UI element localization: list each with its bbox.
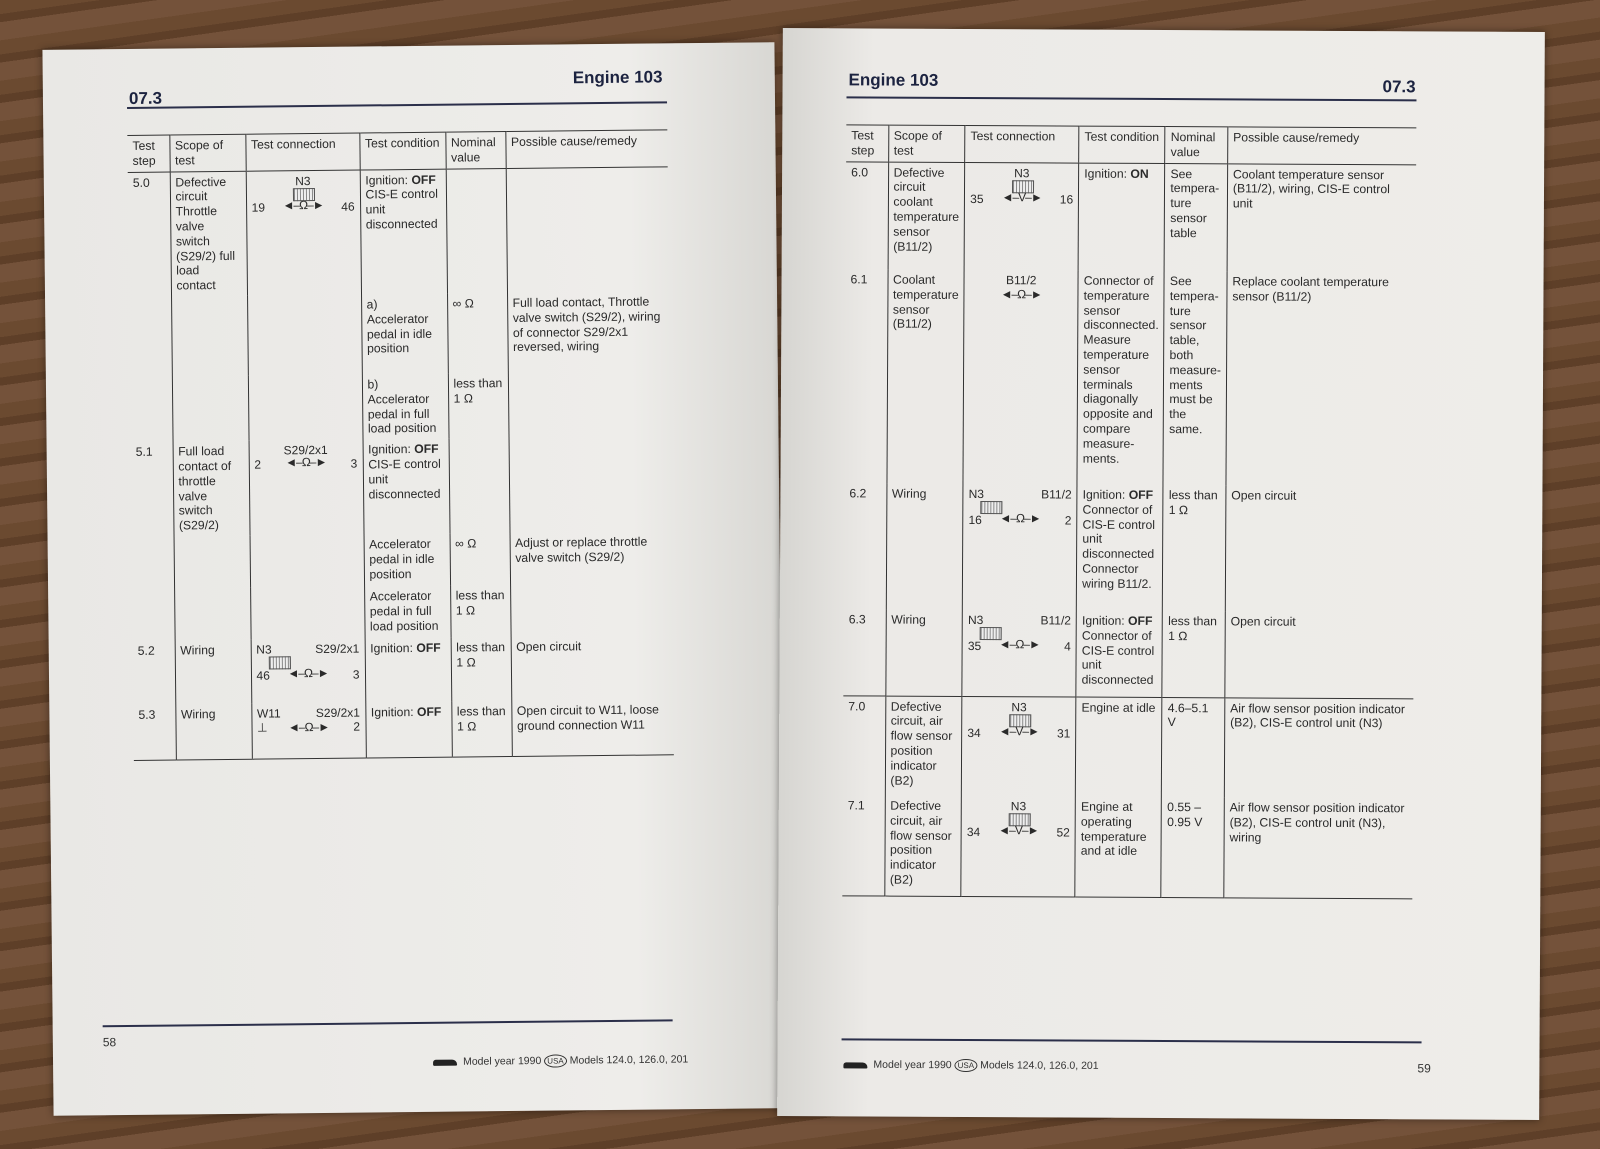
nominal-value: 0.55 – 0.95 V	[1161, 797, 1224, 897]
table-row	[132, 531, 673, 589]
ignition-state: OFF	[414, 441, 439, 457]
connector-label: N3	[295, 173, 311, 188]
ignition-label: Ignition:	[1084, 166, 1128, 181]
table-row	[130, 371, 671, 442]
test-condition: a) Accelerator pedal in idle position	[361, 294, 448, 375]
header-rule	[846, 96, 1416, 101]
possible-cause: Open circuit	[1225, 611, 1414, 698]
pin-number: 16	[1059, 192, 1074, 207]
test-condition: Accelerator pedal in full load position	[364, 586, 451, 639]
pin-number: 3	[350, 456, 358, 471]
test-scope: Wiring	[175, 704, 252, 761]
test-condition	[1078, 163, 1165, 271]
possible-cause: Adjust or replace throttle valve switch (S29/2)	[510, 531, 673, 585]
test-condition	[363, 439, 450, 535]
test-scope: Wiring	[175, 640, 252, 705]
test-scope: Defective circuit, air flow sensor position indicator (B2)	[884, 796, 961, 896]
ohmmeter-icon: ◄–Ω–►	[282, 197, 324, 212]
test-scope: Wiring	[886, 484, 963, 610]
col-header: Test condition	[359, 132, 445, 169]
test-step: 6.3	[848, 612, 866, 627]
table-row	[843, 695, 1414, 798]
table-row	[846, 161, 1417, 272]
models-text: Models 124.0, 126.0, 201	[569, 1053, 689, 1067]
test-connection	[964, 162, 1079, 271]
col-header: Test step	[127, 135, 169, 172]
model-year: Model year 1990	[873, 1058, 952, 1072]
test-table-left	[127, 129, 674, 761]
connector-label: S29/2x1	[283, 443, 328, 458]
ignition-state: OFF	[411, 172, 436, 187]
test-step: 6.2	[849, 486, 867, 501]
connector-label: N3	[1011, 699, 1027, 714]
voltmeter-icon: ◄–V–►	[998, 723, 1039, 738]
left-page	[42, 42, 785, 1116]
test-connection	[963, 270, 1078, 485]
ohmmeter-icon: ◄–Ω–►	[287, 719, 330, 735]
nominal-value: less than 1 Ω	[448, 373, 509, 439]
col-header: Scope of test	[169, 134, 245, 171]
col-header: Test step	[846, 125, 888, 162]
connector-label: N3	[1014, 165, 1030, 180]
connector-label: B11/2	[1041, 487, 1072, 502]
test-condition: b) Accelerator pedal in full load position	[362, 374, 449, 440]
car-icon	[843, 1062, 867, 1068]
ohmmeter-icon: ◄–Ω–►	[999, 511, 1041, 526]
engine-title: Engine 103	[848, 70, 939, 90]
test-condition	[365, 702, 452, 759]
ignition-label: Ignition:	[365, 172, 409, 188]
col-header: Nominal value	[1165, 127, 1228, 164]
pin-number: 46	[256, 668, 270, 683]
ignition-state: OFF	[416, 640, 441, 655]
ground-icon: ⊥	[256, 720, 268, 735]
ignition-label: Ignition:	[370, 704, 414, 720]
pin-number: 31	[1056, 726, 1071, 741]
usa-badge: USA	[955, 1059, 978, 1072]
test-connection	[251, 638, 366, 703]
engine-title: Engine 103	[572, 67, 663, 88]
test-step: 7.1	[842, 795, 885, 895]
nominal-value: less than 1 Ω	[451, 637, 512, 702]
footer-rule	[842, 1038, 1422, 1043]
test-step: 5.1	[135, 444, 153, 460]
nominal-value: less than 1 Ω	[450, 585, 511, 638]
connector-label: N3	[256, 642, 272, 657]
header-rule	[127, 101, 667, 109]
table-header-row	[846, 125, 1416, 165]
ohmmeter-icon: ◄–Ω–►	[287, 665, 329, 681]
section-number: 07.3	[128, 88, 163, 108]
models-text: Models 124.0, 126.0, 201	[980, 1059, 1099, 1072]
nominal-value: ∞ Ω	[450, 533, 511, 586]
test-step: 5.2	[137, 643, 155, 658]
nominal-value: ∞ Ω	[447, 293, 508, 374]
footer	[843, 1058, 1098, 1072]
table-row	[133, 699, 674, 761]
test-condition: Engine at idle	[1076, 697, 1163, 797]
ignition-label: Ignition:	[1082, 487, 1126, 502]
ignition-label: Ignition:	[368, 442, 411, 457]
table-row	[132, 583, 673, 641]
test-step: 6.0	[851, 164, 869, 180]
test-condition	[360, 169, 447, 295]
possible-cause: Open circuit	[511, 635, 674, 701]
pin-number: 19	[251, 200, 266, 215]
connector-label: B11/2	[1040, 613, 1072, 628]
table-row	[128, 166, 669, 297]
connector-label: B11/2	[1005, 273, 1037, 288]
test-scope: Defective circuit coolant temperature sensor (B11/2)	[888, 162, 965, 270]
col-header: Scope of test	[888, 125, 965, 162]
test-scope: Coolant temperature sensor (B11/2)	[886, 270, 964, 484]
test-scope: Defective circuit Throttle valve switch (S29/2) full load contact	[170, 171, 247, 297]
ignition-state: ON	[1130, 166, 1149, 181]
test-connection	[246, 170, 361, 296]
nominal-value: less than 1 Ω	[1162, 611, 1225, 697]
nominal-value: 4.6–5.1 V	[1162, 697, 1225, 797]
test-condition	[1076, 611, 1163, 697]
pin-number: 52	[1056, 825, 1070, 840]
ignition-state: OFF	[1128, 487, 1154, 503]
col-header: Possible cause/remedy	[1228, 127, 1417, 165]
pin-number: 2	[254, 457, 262, 472]
pin-number: 4	[1064, 639, 1071, 654]
pin-number: 2	[353, 719, 361, 734]
test-condition: Accelerator pedal in idle position	[364, 534, 451, 587]
test-condition	[365, 638, 452, 703]
nominal-value: See tempera- ture sensor table, both measure- ments must be the same.	[1163, 271, 1227, 485]
ignition-label: Ignition:	[1081, 613, 1125, 628]
footer	[433, 1053, 688, 1069]
ignition-label: Ignition:	[370, 640, 413, 656]
col-header: Nominal value	[445, 132, 505, 169]
test-step: 5.0	[132, 175, 150, 190]
test-connection	[249, 440, 364, 536]
col-header: Test connection	[965, 125, 1079, 162]
voltmeter-icon: ◄–V–►	[1001, 189, 1042, 204]
table-row	[131, 436, 672, 536]
nominal-value: less than 1 Ω	[1163, 485, 1226, 611]
footer-rule	[103, 1019, 673, 1027]
table-row	[129, 291, 670, 377]
connector-label: N3	[968, 487, 985, 502]
test-step: 7.0	[843, 695, 886, 795]
pin-number: 35	[970, 191, 984, 206]
test-table-right	[842, 124, 1416, 899]
page-number: 59	[1417, 1061, 1431, 1076]
test-scope: Defective circuit, air flow sensor position indicator (B2)	[885, 696, 962, 796]
table-header-row	[127, 130, 667, 172]
car-icon	[433, 1059, 457, 1065]
connector-label: W11	[256, 706, 281, 721]
test-connection	[961, 796, 1076, 897]
condition-text: Connector of CIS-E control unit disconnected Connector wiring B11/2.	[1082, 502, 1155, 591]
test-scope: Wiring	[885, 610, 962, 696]
voltmeter-icon: ◄–V–►	[998, 823, 1039, 838]
condition-text: Connector of CIS-E control unit disconnected	[1081, 628, 1155, 688]
possible-cause: Full load contact, Throttle valve switch (S29/2), wiring of connector S29/2x1 reversed, wiring	[507, 291, 670, 373]
possible-cause: Open circuit to W11, loose ground connection W11	[511, 699, 674, 757]
test-step: 5.3	[133, 704, 176, 760]
table-row	[133, 635, 674, 705]
page-number: 58	[102, 1035, 117, 1050]
ignition-state: OFF	[416, 704, 442, 719]
nominal-value: See tempera- ture sensor table	[1165, 163, 1228, 271]
pin-number: 34	[967, 725, 981, 740]
pin-number: 46	[341, 199, 355, 214]
ohmmeter-icon: ◄–Ω–►	[998, 637, 1040, 652]
possible-cause: Air flow sensor position indicator (B2), CIS-E control unit (N3)	[1224, 697, 1413, 798]
possible-cause: Coolant temperature sensor (B11/2), wiring, CIS-E control unit	[1227, 163, 1416, 272]
condition-text: CIS-E control unit disconnected	[368, 456, 441, 502]
table-row	[842, 795, 1413, 898]
pin-number: 3	[352, 667, 360, 682]
pin-number: 16	[968, 513, 982, 528]
possible-cause: Open circuit	[1225, 485, 1414, 612]
col-header: Test connection	[245, 133, 359, 171]
test-connection	[251, 702, 366, 759]
ohmmeter-icon: ◄–Ω–►	[1000, 287, 1042, 302]
pin-number: 2	[1064, 513, 1072, 528]
connector-label: S29/2x1	[315, 641, 360, 656]
test-condition: Connector of temperature sensor disconnected. Measure temperature sensor terminals diagonally opposite and compare measure- ments.	[1077, 271, 1164, 485]
connector-label: N3	[1010, 799, 1027, 814]
test-step: 6.1	[850, 272, 868, 287]
nominal-value: less than 1 Ω	[451, 701, 512, 758]
usa-badge: USA	[544, 1054, 567, 1067]
test-scope: Full load contact of throttle valve switch (S29/2)	[173, 441, 250, 537]
connector-label: N3	[967, 613, 984, 628]
pin-number: 34	[966, 825, 981, 840]
possible-cause: Replace coolant temperature sensor (B11/2)	[1226, 271, 1416, 486]
test-condition	[1077, 485, 1164, 611]
right-page	[777, 28, 1545, 1120]
test-condition: Engine at operating temperature and at idle	[1075, 797, 1162, 897]
table-row	[844, 483, 1415, 612]
table-row	[843, 609, 1413, 698]
section-number: 07.3	[1382, 77, 1416, 97]
test-connection	[963, 484, 1078, 611]
connector-label: S29/2x1	[315, 705, 360, 720]
col-header: Possible cause/remedy	[505, 130, 667, 168]
condition-text: CIS-E control unit disconnected	[365, 187, 439, 232]
table-row	[844, 269, 1415, 486]
ohmmeter-icon: ◄–Ω–►	[285, 455, 327, 470]
col-header: Test condition	[1079, 126, 1165, 163]
test-connection	[962, 610, 1076, 697]
test-connection	[962, 696, 1077, 797]
model-year: Model year 1990	[462, 1054, 542, 1068]
ignition-state: OFF	[1128, 613, 1153, 629]
pin-number: 35	[967, 639, 982, 654]
possible-cause: Air flow sensor position indicator (B2), CIS-E control unit (N3), wiring	[1224, 797, 1413, 898]
